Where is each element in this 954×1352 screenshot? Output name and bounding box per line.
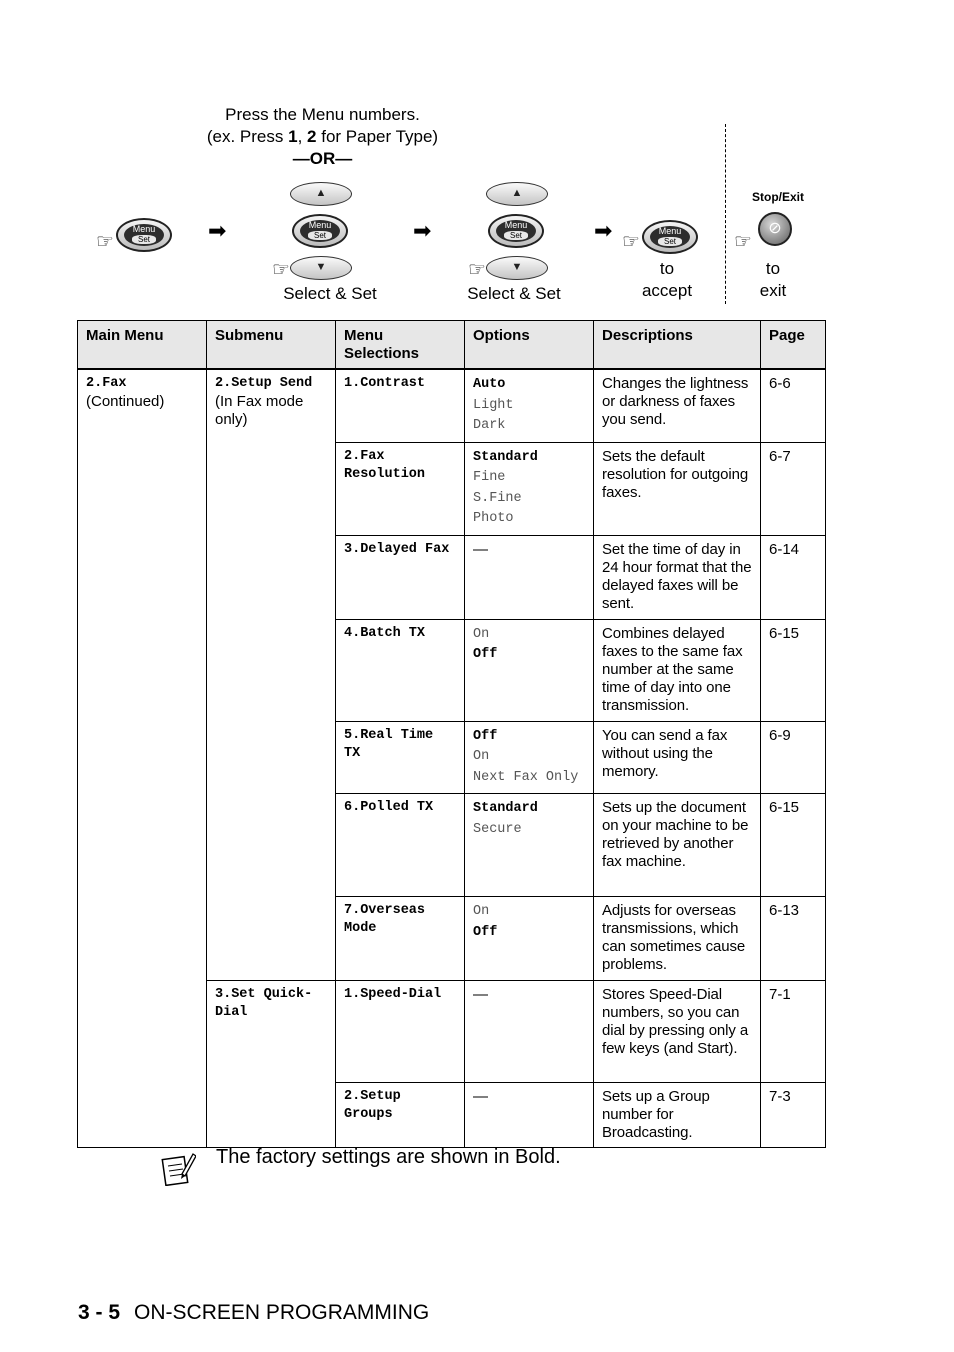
- page-cell: 6-14: [761, 535, 826, 619]
- right-arrow-icon: ➡: [413, 218, 432, 243]
- description-cell: Stores Speed-Dial numbers, so you can dial by pressing only a few keys (and Start).: [594, 981, 761, 1083]
- pointing-hand-icon: ☞: [272, 259, 290, 281]
- description-cell: Sets up a Group number for Broadcasting.: [594, 1083, 761, 1148]
- page-cell: 6-15: [761, 619, 826, 721]
- instruction-text: [180, 104, 465, 170]
- options-cell: Standard Secure: [465, 794, 594, 897]
- description-cell: You can send a fax without using the memory.: [594, 721, 761, 794]
- page-number: 3 - 5: [78, 1301, 121, 1324]
- right-arrow-icon: ➡: [594, 218, 613, 243]
- selection-cell: 5.Real Time TX: [336, 721, 465, 794]
- submenu-cell: 2.Setup Send (In Fax mode only): [207, 369, 336, 981]
- note-pencil-icon: [160, 1150, 196, 1186]
- selection-cell: 3.Delayed Fax: [336, 535, 465, 619]
- options-cell: Auto Light Dark: [465, 369, 594, 442]
- options-cell: On Off: [465, 619, 594, 721]
- description-cell: Set the time of day in 24 hour format that the delayed faxes will be sent.: [594, 535, 761, 619]
- right-arrow-icon: ➡: [208, 218, 227, 243]
- menu-table: [77, 320, 826, 1148]
- pointing-hand-icon: ☞: [734, 231, 752, 253]
- page-cell: 6-15: [761, 794, 826, 897]
- selection-cell: 2.Setup Groups: [336, 1083, 465, 1148]
- selection-cell: 6.Polled TX: [336, 794, 465, 897]
- table-row: [78, 369, 826, 442]
- menu-set-key-4: Menu Set: [642, 220, 698, 254]
- header-submenu: Submenu: [207, 321, 336, 370]
- options-cell: —: [465, 535, 594, 619]
- pointing-hand-icon: ☞: [468, 259, 486, 281]
- options-cell: —: [465, 1083, 594, 1148]
- page-cell: 6-13: [761, 897, 826, 981]
- menu-set-key-1: Menu Set: [116, 218, 172, 252]
- stop-exit-icon: ⊘: [758, 212, 792, 246]
- selection-cell: 4.Batch TX: [336, 619, 465, 721]
- menu-set-key-2: Menu Set: [292, 214, 348, 248]
- description-cell: Sets up the document on your machine to be retrieved by another fax machine.: [594, 794, 761, 897]
- description-cell: Changes the lightness or darkness of faxes you send.: [594, 369, 761, 442]
- options-cell: Standard Fine S.Fine Photo: [465, 442, 594, 535]
- page-cell: 6-9: [761, 721, 826, 794]
- description-cell: Adjusts for overseas transmissions, which can sometimes cause problems.: [594, 897, 761, 981]
- divider-dashed: [725, 124, 726, 304]
- instruction-line1: Press the Menu numbers.: [225, 105, 420, 124]
- main-menu-cell: 2.Fax (Continued): [78, 369, 207, 1148]
- down-arrow-key-1: ▼: [290, 256, 352, 280]
- section-title: ON-SCREEN PROGRAMMING: [134, 1301, 430, 1324]
- accept-caption: to accept: [641, 259, 693, 300]
- down-arrow-key-2: ▼: [486, 256, 548, 280]
- selection-cell: 1.Contrast: [336, 369, 465, 442]
- options-cell: —: [465, 981, 594, 1083]
- selection-cell: 7.Overseas Mode: [336, 897, 465, 981]
- header-options: Options: [465, 321, 594, 370]
- note-text: The factory settings are shown in Bold.: [216, 1146, 561, 1168]
- options-cell: On Off: [465, 897, 594, 981]
- description-cell: Sets the default resolution for outgoing faxes.: [594, 442, 761, 535]
- menu-set-key-3: Menu Set: [488, 214, 544, 248]
- selection-cell: 2.Fax Resolution: [336, 442, 465, 535]
- selection-cell: 1.Speed-Dial: [336, 981, 465, 1083]
- select-set-caption-2: Select & Set: [467, 284, 561, 303]
- page-cell: 7-1: [761, 981, 826, 1083]
- page-cell: 7-3: [761, 1083, 826, 1148]
- header-page: Page: [761, 321, 826, 370]
- pointing-hand-icon: ☞: [96, 231, 114, 253]
- page-cell: 6-7: [761, 442, 826, 535]
- description-cell: Combines delayed faxes to the same fax number at the same time of day into one transmission.: [594, 619, 761, 721]
- page-cell: 6-6: [761, 369, 826, 442]
- select-set-caption-1: Select & Set: [283, 284, 377, 303]
- exit-caption: to exit: [759, 259, 787, 300]
- header-main-menu: Main Menu: [78, 321, 207, 370]
- header-menu-selections: Menu Selections: [336, 321, 465, 370]
- pointing-hand-icon: ☞: [622, 231, 640, 253]
- stop-exit-label: Stop/Exit: [752, 190, 805, 204]
- up-arrow-key-2: ▲: [486, 182, 548, 206]
- submenu-cell: 3.Set Quick-Dial: [207, 981, 336, 1148]
- or-text: —OR—: [292, 149, 353, 168]
- header-descriptions: Descriptions: [594, 321, 761, 370]
- up-arrow-key-1: ▲: [290, 182, 352, 206]
- page-footer: [78, 1300, 429, 1326]
- options-cell: Off On Next Fax Only: [465, 721, 594, 794]
- instruction-line2: (ex. Press 1, 2 for Paper Type): [206, 127, 439, 146]
